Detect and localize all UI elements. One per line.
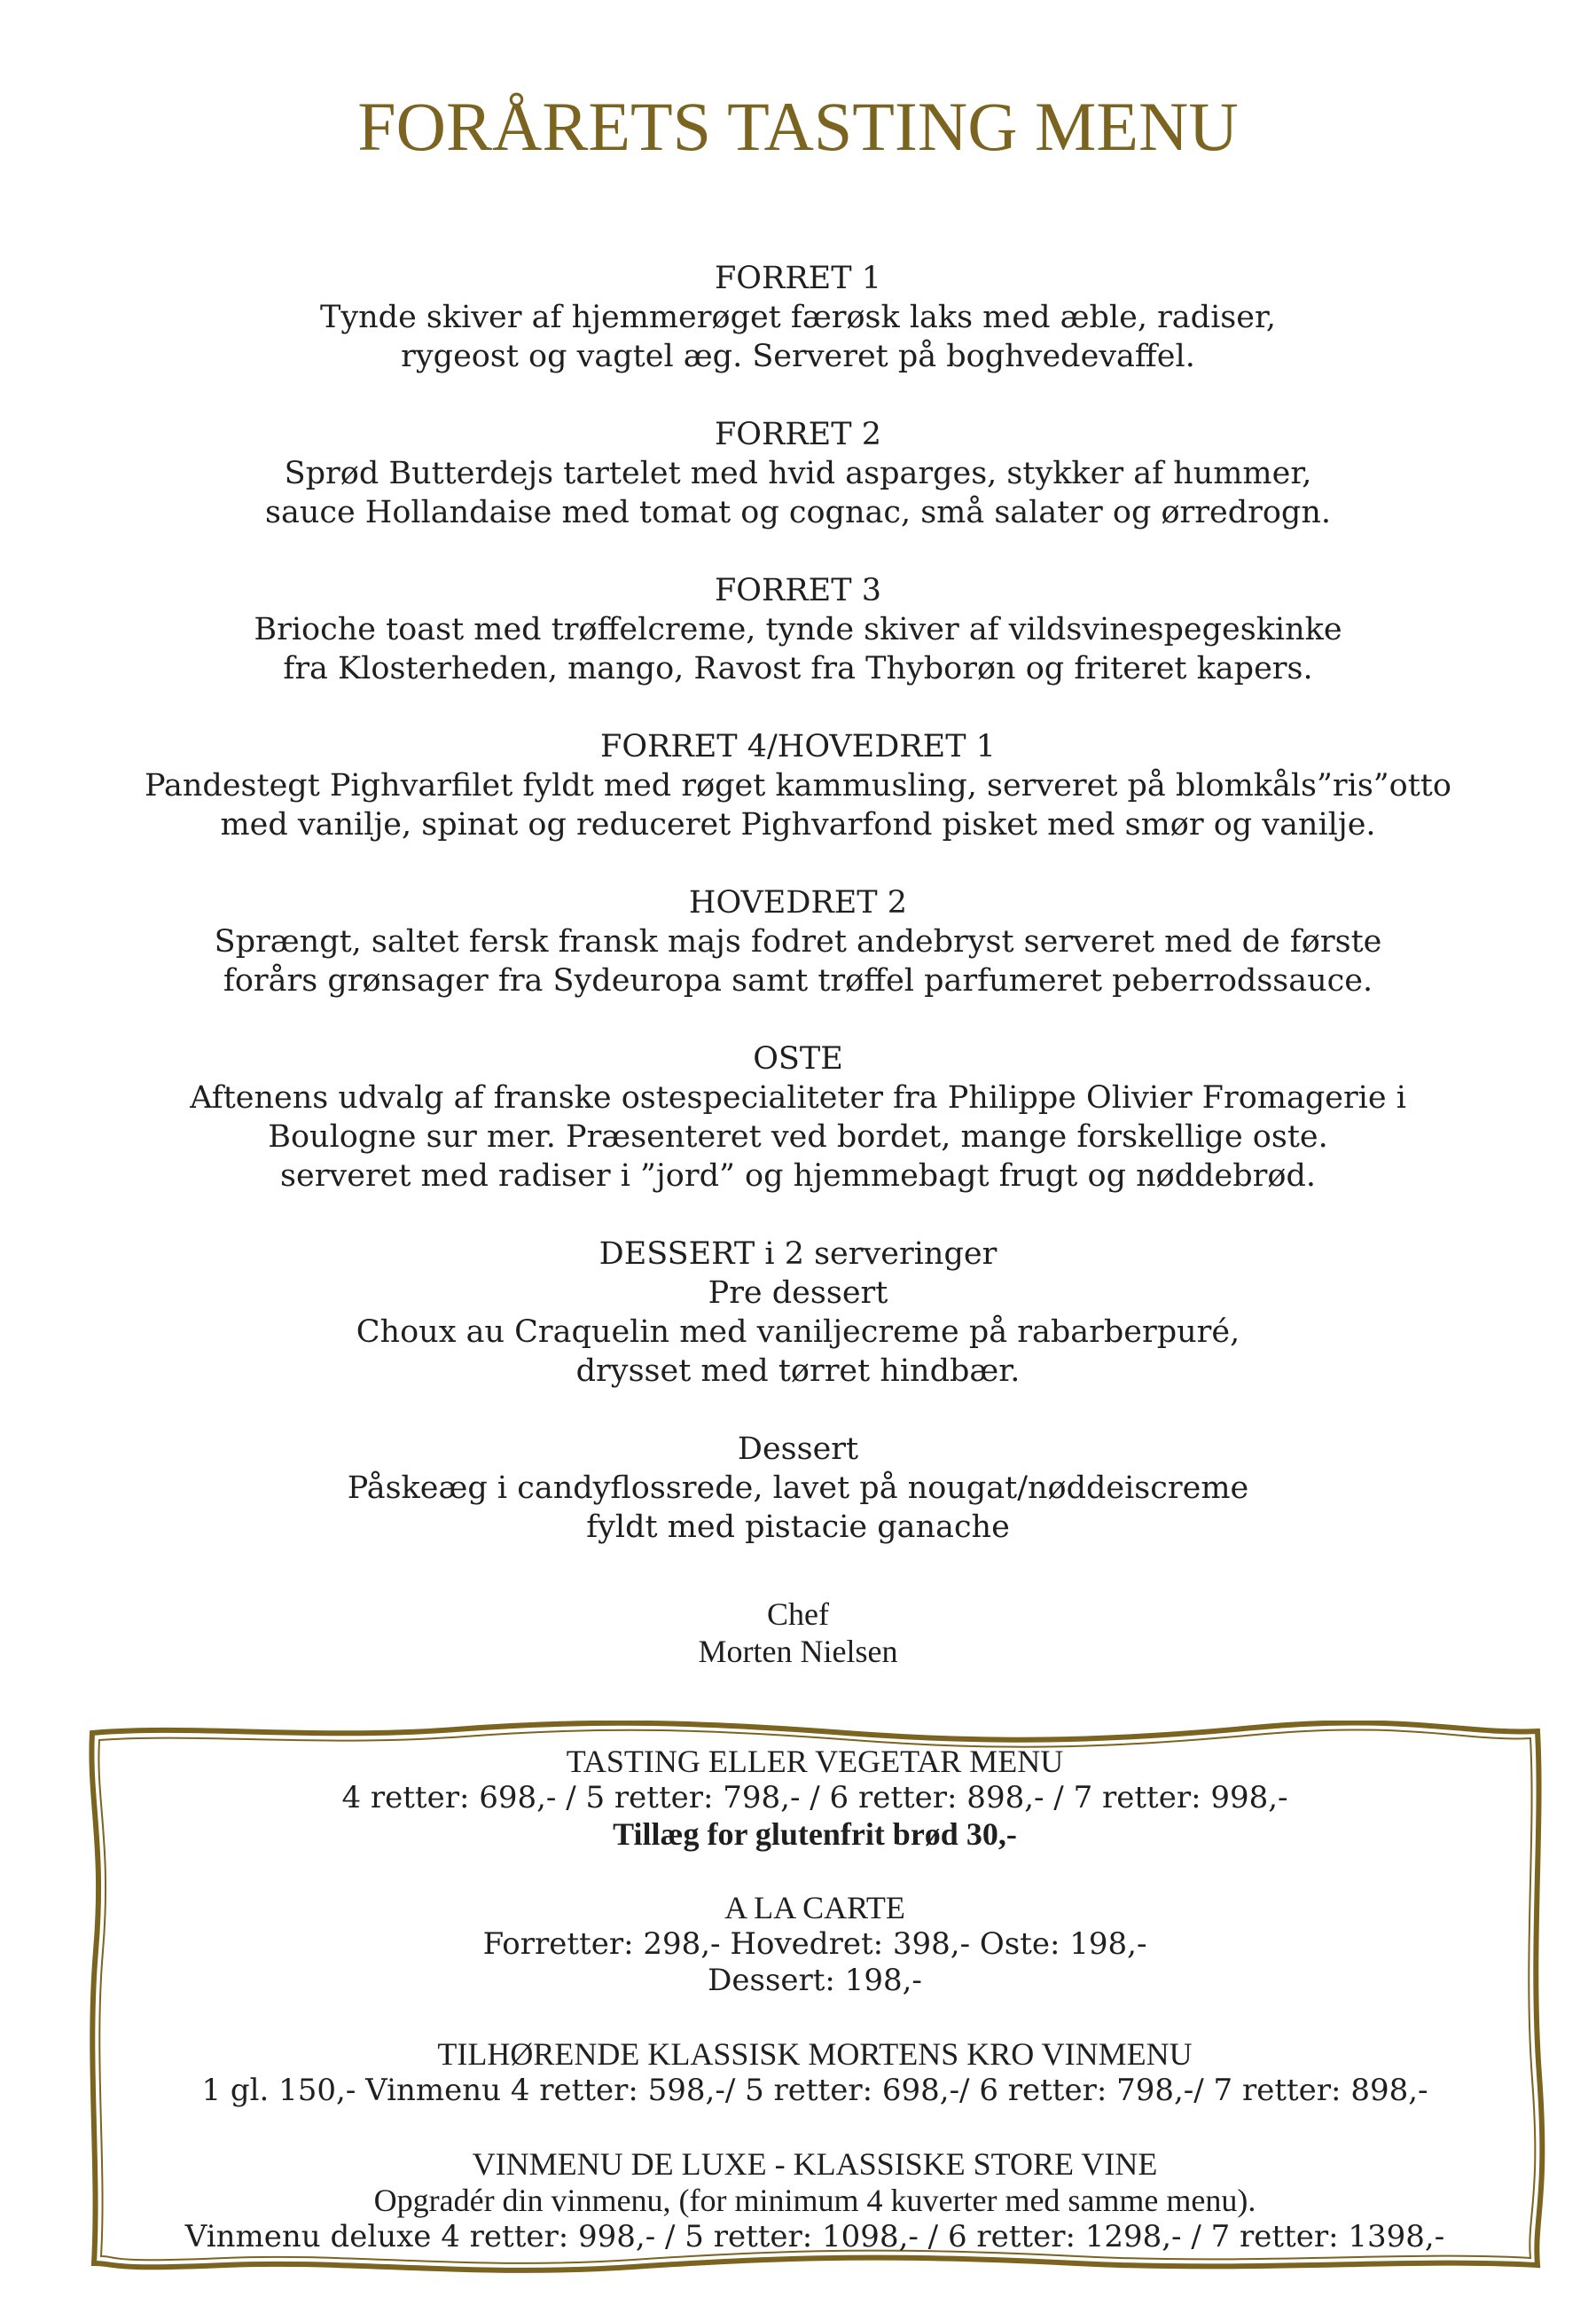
section-heading: TASTING ELLER VEGETAR MENU	[566, 1744, 1064, 1779]
section-heading: TILHØRENDE KLASSISK MORTENS KRO VINMENU	[437, 2036, 1193, 2072]
price-line: Vinmenu deluxe 4 retter: 998,- / 5 retter: 1098,- / 6 retter: 1298,- / 7 retter: 1398,-	[184, 2219, 1445, 2254]
pricing-content	[83, 1744, 1546, 2255]
tasting-pricing	[83, 1744, 1546, 1853]
course-hovedret-2	[0, 883, 1596, 1000]
chef-label: Chef	[767, 1596, 829, 1632]
menu-title: FORÅRETS TASTING MENU	[357, 88, 1239, 165]
course-line: Tynde skiver af hjemmerøget færøsk laks med æble, radiser,	[320, 300, 1276, 335]
price-line: Opgradér din vinmenu, (for minimum 4 kuverter med samme menu).	[373, 2183, 1256, 2218]
course-line: med vanilje, spinat og reduceret Pighvarfond pisket med smør og vanilje.	[220, 807, 1376, 843]
course-heading: HOVEDRET 2	[688, 885, 908, 921]
chef-signature	[0, 1595, 1596, 1670]
chef-name: Morten Nielsen	[698, 1634, 898, 1669]
section-heading: A LA CARTE	[724, 1890, 905, 1925]
a-la-carte-pricing	[83, 1890, 1546, 1999]
wine-menu-pricing	[83, 2036, 1546, 2109]
course-line: Choux au Craquelin med vaniljecreme på rabarberpuré,	[356, 1314, 1240, 1350]
price-line: 1 gl. 150,- Vinmenu 4 retter: 598,-/ 5 retter: 698,-/ 6 retter: 798,-/ 7 retter: 898,-	[201, 2073, 1428, 2108]
course-forret-2	[0, 415, 1596, 532]
course-line: Boulogne sur mer. Præsenteret ved bordet, mange forskellige oste.	[268, 1119, 1328, 1155]
course-heading: OSTE	[753, 1041, 843, 1077]
price-line: Forretter: 298,- Hovedret: 398,- Oste: 198,-	[482, 1926, 1147, 1962]
course-heading: Dessert	[737, 1431, 859, 1467]
course-heading: DESSERT i 2 serveringer	[598, 1236, 998, 1272]
course-line: Sprængt, saltet fersk fransk majs fodret andebryst serveret med de første	[214, 924, 1382, 960]
course-line: rygeost og vagtel æg. Serveret på boghvedevaffel.	[401, 339, 1195, 374]
course-line: Aftenens udvalg af franske ostespecialiteter fra Philippe Olivier Fromagerie i	[190, 1080, 1406, 1116]
price-line: Dessert: 198,-	[708, 1963, 922, 1998]
course-heading: FORRET 4/HOVEDRET 1	[600, 729, 996, 764]
pricing-box	[83, 1721, 1546, 2274]
section-heading: VINMENU DE LUXE - KLASSISKE STORE VINE	[472, 2146, 1158, 2182]
price-line: 4 retter: 698,- / 5 retter: 798,- / 6 retter: 898,- / 7 retter: 998,-	[341, 1780, 1288, 1815]
gluten-free-note: Tillæg for glutenfrit brød 30,-	[613, 1816, 1017, 1852]
course-line: drysset med tørret hindbær.	[575, 1353, 1021, 1389]
course-line: forårs grønsager fra Sydeuropa samt trøffel parfumeret peberrodssauce.	[223, 963, 1373, 999]
course-heading: FORRET 1	[715, 261, 881, 296]
deluxe-wine-pricing	[83, 2146, 1546, 2255]
course-line: Brioche toast med trøffelcreme, tynde skiver af vildsvinespegeskinke	[254, 612, 1342, 647]
course-line: Påskeæg i candyflossrede, lavet på nougat/nøddeiscreme	[347, 1470, 1249, 1506]
course-line: Pandestegt Pighvarfilet fyldt med røget kammusling, serveret på blomkåls”ris”otto	[145, 768, 1451, 804]
course-forret-4-hovedret-1	[0, 727, 1596, 844]
course-list	[0, 259, 1596, 1586]
course-forret-1	[0, 259, 1596, 376]
course-heading: FORRET 2	[715, 417, 881, 452]
course-line: fyldt med pistacie ganache	[586, 1509, 1010, 1545]
course-line: serveret med radiser i ”jord” og hjemmebagt frugt og nøddebrød.	[280, 1158, 1316, 1194]
course-dessert-serveringer	[0, 1235, 1596, 1391]
course-line: Pre dessert	[708, 1275, 888, 1311]
course-forret-3	[0, 571, 1596, 688]
course-line: Sprød Butterdejs tartelet med hvid asparges, stykker af hummer,	[284, 456, 1312, 491]
course-heading: FORRET 3	[715, 573, 881, 608]
course-line: fra Klosterheden, mango, Ravost fra Thyborøn og friteret kapers.	[283, 651, 1313, 686]
course-oste	[0, 1039, 1596, 1196]
course-line: sauce Hollandaise med tomat og cognac, små salater og ørredrogn.	[264, 495, 1331, 530]
course-dessert	[0, 1430, 1596, 1547]
